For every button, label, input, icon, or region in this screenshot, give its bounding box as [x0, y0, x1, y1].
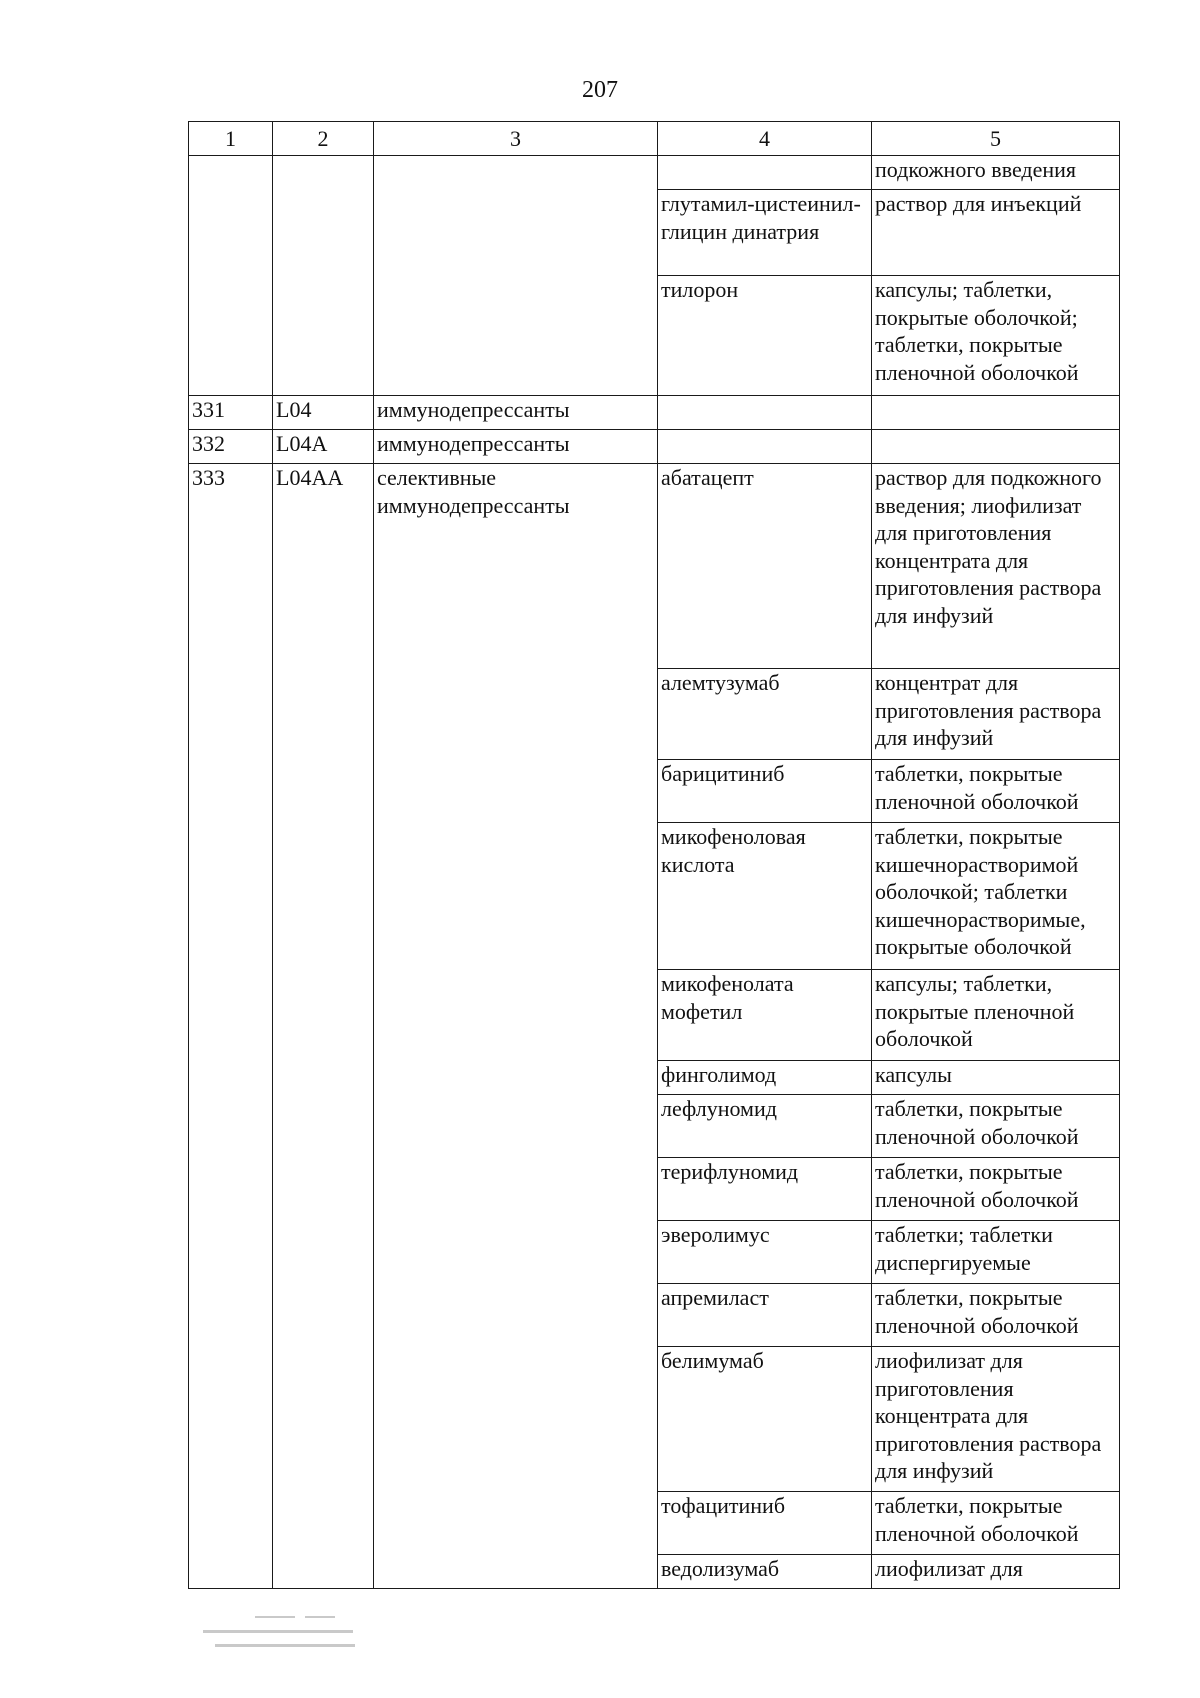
row-number-cell: 331	[189, 396, 273, 430]
dosage-form-cell: таблетки, покрытые пленочной оболочкой	[872, 760, 1120, 823]
drug-name-cell: белимумаб	[658, 1347, 872, 1492]
header-row	[189, 122, 1120, 156]
dosage-form-cell: капсулы	[872, 1061, 1120, 1095]
table-row	[189, 396, 1120, 430]
drug-name-cell: микофенолата мофетил	[658, 970, 872, 1061]
drug-name-cell: эверолимус	[658, 1221, 872, 1284]
dosage-form-cell: таблетки, покрытые пленочной оболочкой	[872, 1284, 1120, 1347]
drug-name-cell: апремиласт	[658, 1284, 872, 1347]
cell-empty	[273, 156, 374, 396]
row-number-cell: 333	[189, 464, 273, 1589]
group-name-cell: иммунодепрессанты	[374, 430, 658, 464]
dosage-form-cell: подкожного введения	[872, 156, 1120, 190]
drug-name-cell	[658, 156, 872, 190]
drug-name-cell: глутамил-цистеинил-глицин динатрия	[658, 190, 872, 276]
column-header-4: 4	[658, 122, 872, 156]
dosage-form-cell: таблетки, покрытые пленочной оболочкой	[872, 1492, 1120, 1555]
drug-name-cell: барицитиниб	[658, 760, 872, 823]
atc-code-cell: L04A	[273, 430, 374, 464]
drug-name-cell: тофацитиниб	[658, 1492, 872, 1555]
table-row	[189, 156, 1120, 190]
table-row	[189, 464, 1120, 669]
dosage-form-cell: лиофилизат для	[872, 1555, 1120, 1589]
dosage-form-cell	[872, 396, 1120, 430]
group-name-cell: иммунодепрессанты	[374, 396, 658, 430]
atc-code-cell: L04AA	[273, 464, 374, 1589]
column-header-1: 1	[189, 122, 273, 156]
dosage-form-cell: концентрат для приготовления раствора для инфузий	[872, 669, 1120, 760]
drug-name-cell: лефлуномид	[658, 1095, 872, 1158]
drug-name-cell	[658, 396, 872, 430]
table-row	[189, 430, 1120, 464]
dosage-form-cell: таблетки, покрытые кишечнорастворимой оболочкой; таблетки кишечнорастворимые, покрытые оболочкой	[872, 823, 1120, 970]
faded-stamp-mark	[195, 1612, 395, 1662]
dosage-form-cell	[872, 430, 1120, 464]
atc-code-cell: L04	[273, 396, 374, 430]
column-header-2: 2	[273, 122, 374, 156]
drug-name-cell: терифлуномид	[658, 1158, 872, 1221]
row-number-cell: 332	[189, 430, 273, 464]
column-header-5: 5	[872, 122, 1120, 156]
drug-name-cell: микофеноловая кислота	[658, 823, 872, 970]
page-number: 207	[582, 77, 618, 103]
cell-empty	[189, 156, 273, 396]
dosage-form-cell: таблетки, покрытые пленочной оболочкой	[872, 1095, 1120, 1158]
drug-name-cell: тилорон	[658, 276, 872, 396]
dosage-form-cell: раствор для подкожного введения; лиофилизат для приготовления концентрата для приготовления раствора для инфузий	[872, 464, 1120, 669]
dosage-form-cell: капсулы; таблетки, покрытые оболочкой; таблетки, покрытые пленочной оболочкой	[872, 276, 1120, 396]
drug-name-cell: абатацепт	[658, 464, 872, 669]
dosage-form-cell: таблетки, покрытые пленочной оболочкой	[872, 1158, 1120, 1221]
group-name-cell: селективные иммунодепрессанты	[374, 464, 658, 1589]
drug-name-cell: ведолизумаб	[658, 1555, 872, 1589]
cell-empty	[374, 156, 658, 396]
drug-name-cell: финголимод	[658, 1061, 872, 1095]
drug-name-cell	[658, 430, 872, 464]
dosage-form-cell: таблетки; таблетки диспергируемые	[872, 1221, 1120, 1284]
drug-name-cell: алемтузумаб	[658, 669, 872, 760]
dosage-form-cell: лиофилизат для приготовления концентрата для приготовления раствора для инфузий	[872, 1347, 1120, 1492]
dosage-form-cell: раствор для инъекций	[872, 190, 1120, 276]
dosage-form-cell: капсулы; таблетки, покрытые пленочной оболочкой	[872, 970, 1120, 1061]
column-header-3: 3	[374, 122, 658, 156]
drug-table	[188, 121, 1120, 1589]
